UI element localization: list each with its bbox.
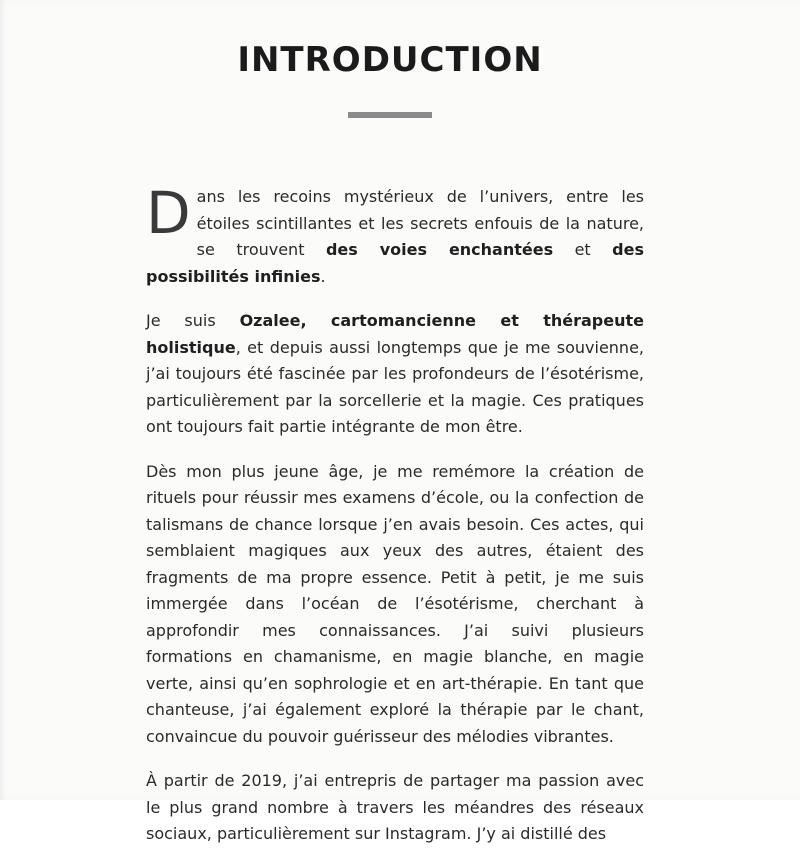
paragraph-2-bold-1: Ozalee, cartomancienne et thérapeute holistique [146,311,644,357]
paragraph-1-bold-2: des possibilités infinies [146,240,644,286]
paragraph-2-text-2: , et depuis aussi longtemps que je me souvienne, j’ai toujours été fascinée par les profondeurs de l’ésotérisme, particulièrement par la sorcellerie et la magie. Ces pratiques ont toujours fait partie intégrante de mon être. [146,337,644,436]
paragraph-1 [146,179,644,290]
paragraph-1-text-1: ans les recoins mystérieux de l’univers, entre les étoiles scintillantes et les secrets enfouis de la nature, se trouvent [196,187,644,259]
title-underline [348,112,432,118]
paragraph-4: À partir de 2019, j’ai entrepris de partager ma passion avec le plus grand nombre à travers les méandres des réseaux sociaux, particulièrement sur Instagram. J’y ai distillé des [146,771,644,843]
paragraph-1-text-3: . [320,266,326,286]
body-text [146,179,644,866]
paragraph-2 [146,308,644,441]
paragraph-1-bold-1: des voies enchantées [325,240,554,259]
paragraph-1-text-2: et [553,240,613,259]
paragraph-3: Dès mon plus jeune âge, je me remémore la création de rituels pour réussir mes examens d’école, ou la confection de talismans de chance lorsque j’en avais besoin. Ces actes, qui semblaient magiques aux yeux des autres, étaient des fragments de ma propre essence. Petit à petit, je me suis immergée dans l’océan de l’ésotérisme, cherchant à approfondir mes connaissances. J’ai suivi plusieurs formations en chamanisme, en magie blanche, en magie verte, ainsi qu’en sophrologie et en art-thérapie. En tant que chanteuse, j’ai également exploré la thérapie par le chant, convaincue du pouvoir guérisseur des mélodies vibrantes. [146,461,644,746]
drop-cap: D [146,179,191,247]
paragraph-2-text-1: Je suis [146,311,240,330]
page-title: INTRODUCTION [237,40,543,80]
